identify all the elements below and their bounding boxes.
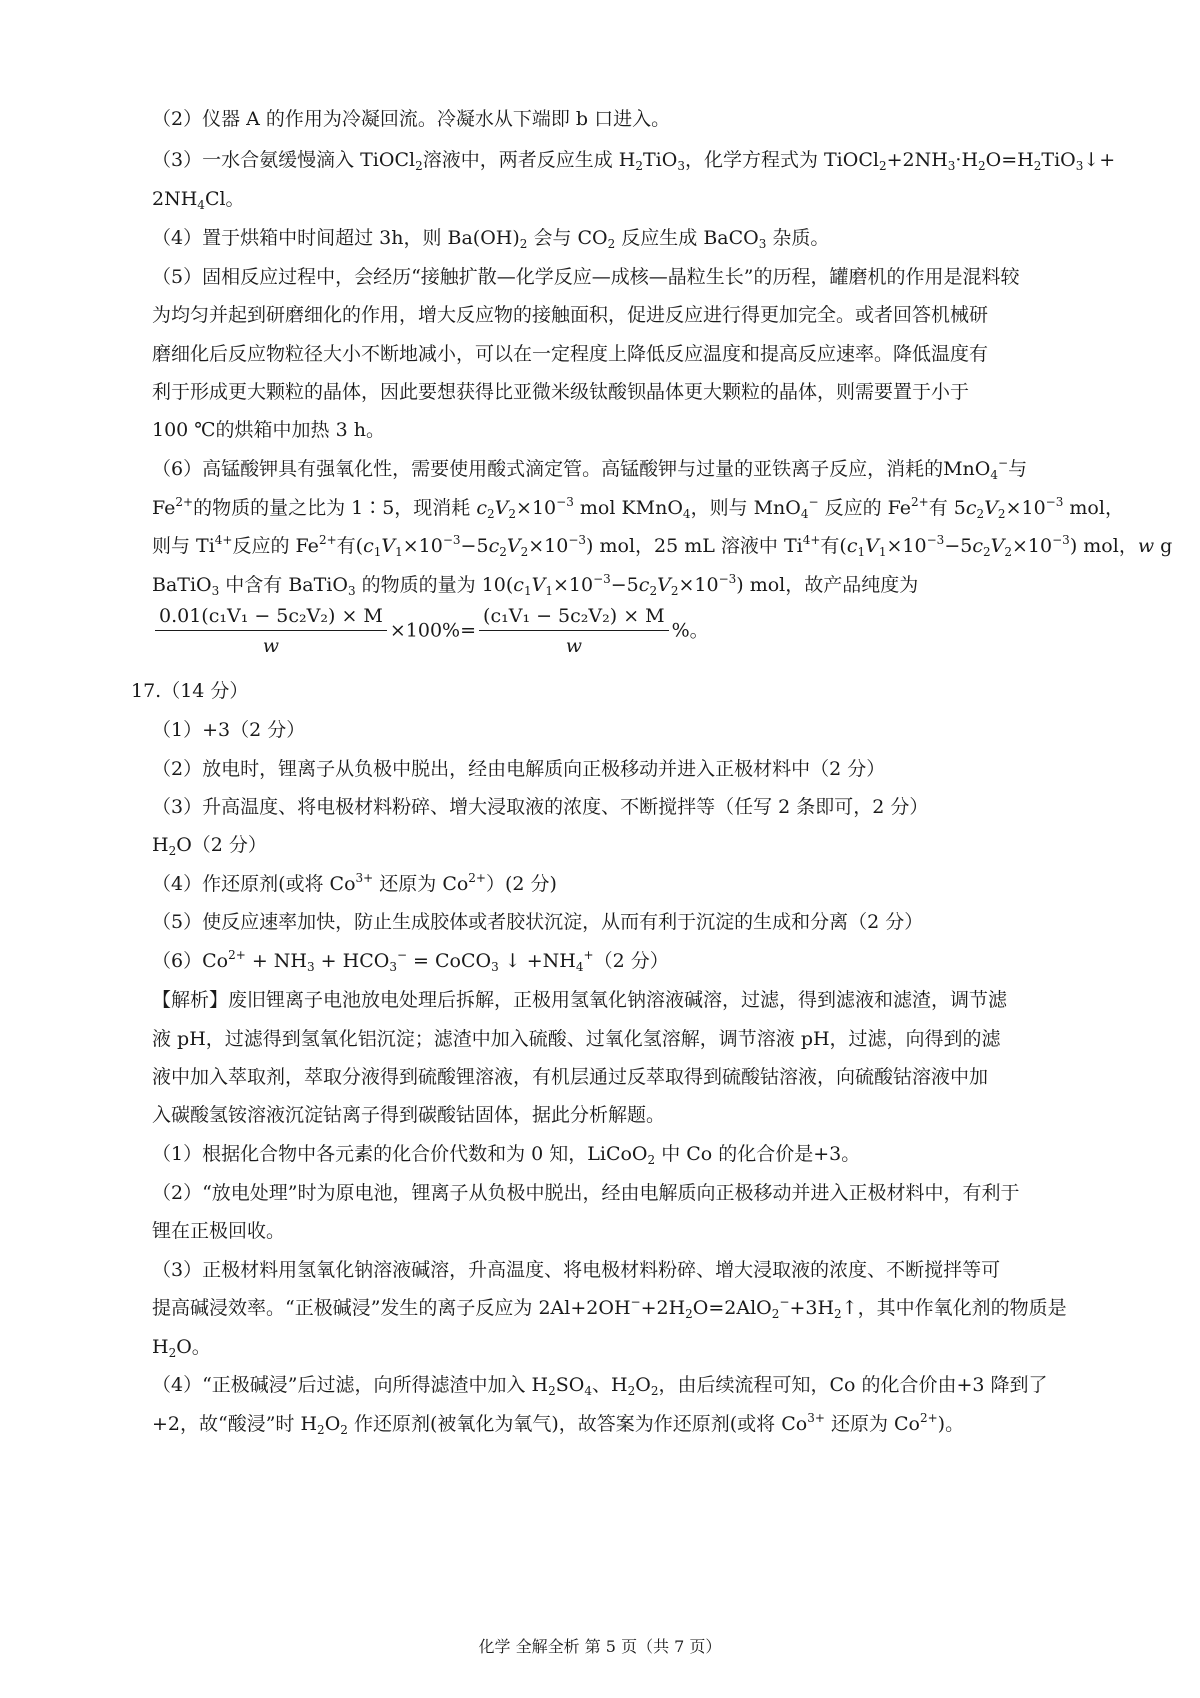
q17-analysis-line4: 入碳酸氢铵溶液沉淀钴离子得到碳酸钴固体，据此分析解题。 xyxy=(152,1104,666,1126)
q17-answer-6: $(6)Co^{2+} + NH_3 + HCO_3^-$ = CoCO$_3$ ↓ $+NH_4^+(2$ 分） xyxy=(152,948,669,974)
q17-answer-3b: $H_2O(2$ 分） xyxy=(152,834,267,858)
q16-part6-line2: $Fe^{2+}$的物质的量之比为 1∶5，现消耗 $c_2V_2\times 10^{-3}$ mol KMnO$_4$，则与 MnO$_4$− 反应的 $Fe^{2+}$有 $5c_2V_2\times 10^{-3}$ mol， xyxy=(152,495,1124,521)
q17-answer-3: （3）升高温度、将电极材料粉碎、增大浸取液的浓度、不断搅拌等（任写 2 条即可，2 分） xyxy=(152,796,929,818)
q16-part5-line1: （5）固相反应过程中，会经历“接触扩散—化学反应—成核—晶粒生长”的历程，罐磨机的作用是混料较 xyxy=(152,266,1020,288)
q16-part5-line3: 磨细化后反应物粒径大小不断地减小，可以在一定程度上降低反应温度和提高反应速率。降低温度有 xyxy=(152,343,989,365)
fraction-1: $\frac{\text{0.01(c₁V₁ − 5c₂V₂) × M}}{w}$ xyxy=(155,607,387,656)
q16-part5-line4: 利于形成更大颗粒的晶体，因此要想获得比亚微米级钛酸钡晶体更大颗粒的晶体，则需要置于小于 xyxy=(152,381,970,403)
q16-part4: （4）置于烘箱中时间超过 3h，则 $Ba(OH)_2$ 会与 $CO_2$ 反应生成 BaCO$_3$ 杂质。 xyxy=(152,227,830,251)
q16-purity-formula: $\frac{\text{0.01(c₁V₁ − 5c₂V₂) × M}}{w}$ ×100%= $\frac{\text{(c₁V₁ − 5c₂V₂) × M}}{w}$ %。 xyxy=(152,607,709,656)
q16-part6-line3: 则与 $Ti^{4+}$反应的 $Fe^{2+}$有$(c_1V_1\times 10^{-3}-5c_2V_2\times 10^{-3})$ mol，25 mL 溶液中 $Ti^{4+}$有$(c_1V_1\times 10^{-3}-5c_2V_2\times 10^{-3})$ mol，w g xyxy=(152,533,1173,559)
q17-answer-5: （5）使反应速率加快，防止生成胶体或者胶状沉淀，从而有利于沉淀的生成和分离（2 分） xyxy=(152,911,924,933)
q17-explain-3-line1: （3）正极材料用氢氧化钠溶液碱溶，升高温度、将电极材料粉碎、增大浸取液的浓度、不断搅拌等可 xyxy=(152,1259,1001,1281)
q17-analysis-line3: 液中加入萃取剂，萃取分液得到硫酸锂溶液，有机层通过反萃取得到硫酸钴溶液，向硫酸钴溶液中加 xyxy=(152,1066,989,1088)
q17-explain-3-line3: $H_2O$。 xyxy=(152,1336,211,1360)
q17-analysis-line1: 【解析】废旧锂离子电池放电处理后拆解，正极用氢氧化钠溶液碱溶，过滤，得到滤液和滤渣，调节滤 xyxy=(152,989,1008,1011)
q17-explain-2-line2: 锂在正极回收。 xyxy=(152,1220,286,1242)
page-footer: 化学 全解全析 第 5 页（共 7 页） xyxy=(478,1637,722,1656)
q17-answer-1: （1）+3（2 分） xyxy=(152,719,306,741)
q16-part2: （2）仪器 A 的作用为冷凝回流。冷凝水从下端即 b 口进入。 xyxy=(152,108,671,130)
q17-explain-4-line1: （4）“正极碱浸”后过滤，向所得滤渣中加入 $H_2SO_4$、$H_2O_2$，由后续流程可知，Co 的化合价由+3 降到了 xyxy=(152,1374,1048,1398)
q16-part3-line2: $2NH_4Cl$。 xyxy=(152,188,245,212)
q17-answer-2: （2）放电时，锂离子从负极中脱出，经由电解质向正极移动并进入正极材料中（2 分） xyxy=(152,758,886,780)
q16-part6-line1: （6）高锰酸钾具有强氧化性，需要使用酸式滴定管。高锰酸钾与过量的亚铁离子反应，消耗的MnO$_4$−与 xyxy=(152,456,1028,482)
q16-part3-line1: （3）一水合氨缓慢滴入 TiOCl$_2$溶液中，两者反应生成 $H_2TiO_3$，化学方程式为 $TiOCl_2+2NH_3\cdot H_2O=H_2TiO_3↓+$ xyxy=(152,149,1116,173)
q16-part5-line5: 100 ℃的烘箱中加热 3 h。 xyxy=(152,419,385,441)
q17-analysis-line2: 液 pH，过滤得到氢氧化铝沉淀；滤渣中加入硫酸、过氧化氢溶解，调节溶液 pH，过滤，向得到的滤 xyxy=(152,1028,1001,1050)
q16-part5-line2: 为均匀并起到研磨细化的作用，增大反应物的接触面积，促进反应进行得更加完全。或者回答机械研 xyxy=(152,304,989,326)
q17-answer-4: （4）作还原剂(或将 $Co^{3+}$ 还原为 $Co^{2+})(2$ 分) xyxy=(152,871,557,895)
fraction-2: $\frac{\text{(c₁V₁ − 5c₂V₂) × M}}{w}$ xyxy=(479,607,669,656)
q17-explain-1: （1）根据化合物中各元素的化合价代数和为 0 知，LiCoO$_2$ 中 Co 的化合价是+3。 xyxy=(152,1143,861,1167)
q17-header: 17.（14 分） xyxy=(131,680,249,702)
q17-explain-4-line2: +2，故“酸浸”时 $H_2O_2$ 作还原剂(被氧化为氧气)，故答案为作还原剂(或将 $Co^{3+}$ 还原为 $Co^{2+}$)。 xyxy=(152,1411,965,1437)
q17-explain-3-line2: 提高碱浸效率。“正极碱浸”发生的离子反应为 $2Al+2OH^-+2H_2O=2AlO_2^-+3H_2↑$，其中作氧化剂的物质是 xyxy=(152,1295,1067,1321)
q16-part6-line4: BaTiO$_3$ 中含有 BaTiO$_3$ 的物质的量为 $10(c_1V_1\times 10^{-3}-5c_2V_2\times 10^{-3})$ mol，故产品纯度为 xyxy=(152,572,919,598)
q17-explain-2-line1: （2）“放电处理”时为原电池，锂离子从负极中脱出，经由电解质向正极移动并进入正极材料中，有利于 xyxy=(152,1182,1020,1204)
